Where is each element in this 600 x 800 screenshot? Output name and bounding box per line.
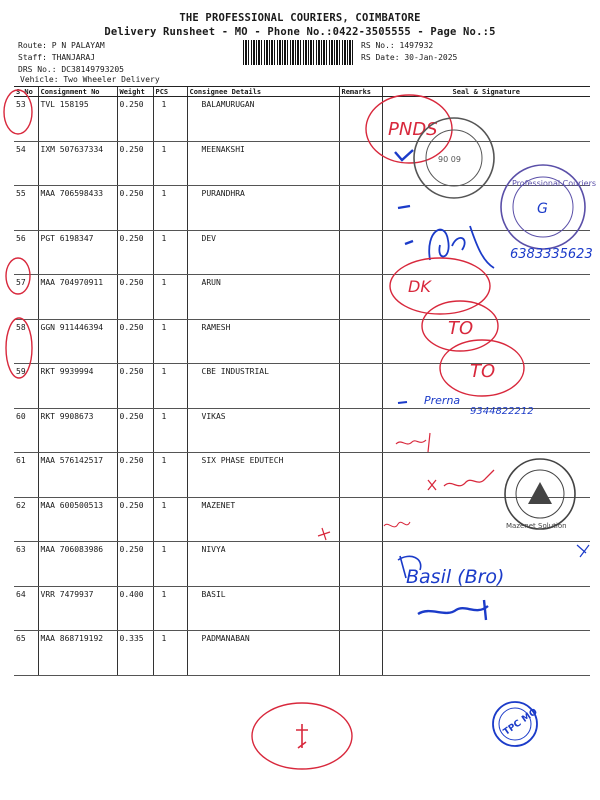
handwriting-to-2: TO xyxy=(470,361,496,382)
consignment-cell: MAA 706598433 xyxy=(38,186,117,231)
remarks-cell xyxy=(339,497,382,542)
seal-signature-cell xyxy=(382,631,590,676)
column-header-consignment: Consignment No xyxy=(38,87,117,97)
weight-cell: 0.250 xyxy=(117,497,153,542)
table-row xyxy=(14,364,590,409)
weight-cell: 0.250 xyxy=(117,319,153,364)
sno-cell: 56 xyxy=(14,230,38,275)
sno-cell: 64 xyxy=(14,586,38,631)
sno-cell: 59 xyxy=(14,364,38,409)
consignee-cell: MEENAKSHI xyxy=(187,141,339,186)
rs-number: RS No.: 1497932 xyxy=(361,41,434,50)
consignee-cell: VIKAS xyxy=(187,408,339,453)
column-header-weight: Weight xyxy=(117,87,153,97)
handwriting-basil: Basil (Bro) xyxy=(406,566,505,588)
pcs-cell: 1 xyxy=(153,497,187,542)
svg-text:90 09: 90 09 xyxy=(438,155,461,164)
table-row xyxy=(14,631,590,676)
consignment-cell: MAA 706083986 xyxy=(38,542,117,587)
table-row xyxy=(14,141,590,186)
document-subtitle: Delivery Runsheet - MO - Phone No.:0422-3505555 - Page No.:5 xyxy=(104,26,496,38)
weight-cell: 0.250 xyxy=(117,453,153,498)
pcs-cell: 1 xyxy=(153,186,187,231)
weight-cell: 0.250 xyxy=(117,542,153,587)
seal-signature-cell xyxy=(382,230,590,275)
consignee-cell: PURANDHRA xyxy=(187,186,339,231)
consignee-cell: ARUN xyxy=(187,275,339,320)
consignment-cell: MAA 704970911 xyxy=(38,275,117,320)
pcs-cell: 1 xyxy=(153,453,187,498)
consignee-cell: SIX PHASE EDUTECH xyxy=(187,453,339,498)
pcs-cell: 1 xyxy=(153,408,187,453)
consignee-cell: PADMANABAN xyxy=(187,631,339,676)
tpc-mo-stamp xyxy=(493,702,540,746)
pcs-cell: 1 xyxy=(153,364,187,409)
column-header-consignee: Consignee Details xyxy=(187,87,339,97)
sno-cell: 60 xyxy=(14,408,38,453)
remarks-cell xyxy=(339,364,382,409)
consignment-cell: MAA 868719192 xyxy=(38,631,117,676)
weight-cell: 0.335 xyxy=(117,631,153,676)
sno-cell: 58 xyxy=(14,319,38,364)
table-row xyxy=(14,186,590,231)
runsheet-table xyxy=(14,86,590,676)
red-oval-mark xyxy=(252,703,352,769)
staff-label: Staff: THANJARAJ xyxy=(18,53,96,62)
seal-signature-cell xyxy=(382,319,590,364)
pcs-cell: 1 xyxy=(153,230,187,275)
column-header-seal-signature: Seal & Signature xyxy=(382,87,590,97)
consignee-cell: BASIL xyxy=(187,586,339,631)
seal-signature-cell xyxy=(382,275,590,320)
consignment-cell: RKT 9939994 xyxy=(38,364,117,409)
barcode xyxy=(243,40,355,65)
drs-number: DRS No.: DC38149793205 xyxy=(18,65,124,74)
remarks-cell xyxy=(339,586,382,631)
column-header-remarks: Remarks xyxy=(339,87,382,97)
sno-cell: 63 xyxy=(14,542,38,587)
table-row xyxy=(14,97,590,142)
sno-cell: 62 xyxy=(14,497,38,542)
consignee-cell: NIVYA xyxy=(187,542,339,587)
svg-text:Professional Couriers: Professional Couriers xyxy=(512,179,597,188)
svg-text:TPC MO: TPC MO xyxy=(501,707,540,738)
pcs-cell: 1 xyxy=(153,97,187,142)
consignment-cell: PGT 6198347 xyxy=(38,230,117,275)
sno-cell: 55 xyxy=(14,186,38,231)
route-label: Route: P N PALAYAM xyxy=(18,41,105,50)
remarks-cell xyxy=(339,186,382,231)
pcs-cell: 1 xyxy=(153,275,187,320)
weight-cell: 0.250 xyxy=(117,364,153,409)
seal-signature-cell xyxy=(382,186,590,231)
handwriting-dk: DK xyxy=(408,277,431,296)
sno-cell: 61 xyxy=(14,453,38,498)
pcs-cell: 1 xyxy=(153,542,187,587)
red-plus-mark xyxy=(296,724,308,748)
seal-signature-cell xyxy=(382,586,590,631)
pcs-cell: 1 xyxy=(153,586,187,631)
table-row xyxy=(14,542,590,587)
remarks-cell xyxy=(339,230,382,275)
consignment-cell: RKT 9908673 xyxy=(38,408,117,453)
consignment-cell: GGN 911446394 xyxy=(38,319,117,364)
seal-signature-cell xyxy=(382,497,590,542)
seal-signature-cell xyxy=(382,542,590,587)
sno-cell: 53 xyxy=(14,97,38,142)
table-row xyxy=(14,230,590,275)
remarks-cell xyxy=(339,141,382,186)
svg-text:Mazenet Solution: Mazenet Solution xyxy=(506,522,567,530)
consignee-cell: RAMESH xyxy=(187,319,339,364)
remarks-cell xyxy=(339,97,382,142)
weight-cell: 0.400 xyxy=(117,586,153,631)
handwriting-prerna: Prerna xyxy=(424,394,461,407)
consignee-cell: CBE INDUSTRIAL xyxy=(187,364,339,409)
rs-date: RS Date: 30-Jan-2025 xyxy=(361,53,458,62)
handwriting-pnds: PNDS xyxy=(388,119,438,140)
sno-cell: 57 xyxy=(14,275,38,320)
svg-text:G: G xyxy=(537,201,548,217)
pcs-cell: 1 xyxy=(153,141,187,186)
column-header-sno: S No xyxy=(14,87,38,97)
seal-signature-cell xyxy=(382,453,590,498)
table-row xyxy=(14,275,590,320)
consignee-cell: BALAMURUGAN xyxy=(187,97,339,142)
weight-cell: 0.250 xyxy=(117,230,153,275)
consignment-cell: IXM 507637334 xyxy=(38,141,117,186)
weight-cell: 0.250 xyxy=(117,408,153,453)
sno-cell: 54 xyxy=(14,141,38,186)
handwriting-to-1: TO xyxy=(448,318,474,339)
remarks-cell xyxy=(339,542,382,587)
document-title: THE PROFESSIONAL COURIERS, COIMBATORE xyxy=(179,12,421,24)
handwriting-phone-60: 9344822212 xyxy=(470,406,534,417)
seal-signature-cell xyxy=(382,141,590,186)
table-row xyxy=(14,453,590,498)
weight-cell: 0.250 xyxy=(117,186,153,231)
table-row xyxy=(14,319,590,364)
weight-cell: 0.250 xyxy=(117,141,153,186)
seal-signature-cell xyxy=(382,408,590,453)
weight-cell: 0.250 xyxy=(117,275,153,320)
column-header-pcs: PCS xyxy=(153,87,187,97)
remarks-cell xyxy=(339,408,382,453)
pcs-cell: 1 xyxy=(153,631,187,676)
table-row xyxy=(14,408,590,453)
sno-cell: 65 xyxy=(14,631,38,676)
remarks-cell xyxy=(339,453,382,498)
consignment-cell: VRR 7479937 xyxy=(38,586,117,631)
consignment-cell: MAA 600500513 xyxy=(38,497,117,542)
vehicle-label: Vehicle: Two Wheeler Delivery xyxy=(20,75,160,84)
seal-signature-cell xyxy=(382,364,590,409)
consignment-cell: TVL 158195 xyxy=(38,97,117,142)
seal-signature-cell xyxy=(382,97,590,142)
remarks-cell xyxy=(339,319,382,364)
remarks-cell xyxy=(339,275,382,320)
table-row xyxy=(14,497,590,542)
weight-cell: 0.250 xyxy=(117,97,153,142)
remarks-cell xyxy=(339,631,382,676)
consignee-cell: DEV xyxy=(187,230,339,275)
handwriting-phone-56: 6383335623 xyxy=(510,247,593,262)
table-header-row xyxy=(14,87,590,97)
pcs-cell: 1 xyxy=(153,319,187,364)
consignee-cell: MAZENET xyxy=(187,497,339,542)
table-row xyxy=(14,586,590,631)
consignment-cell: MAA 576142517 xyxy=(38,453,117,498)
